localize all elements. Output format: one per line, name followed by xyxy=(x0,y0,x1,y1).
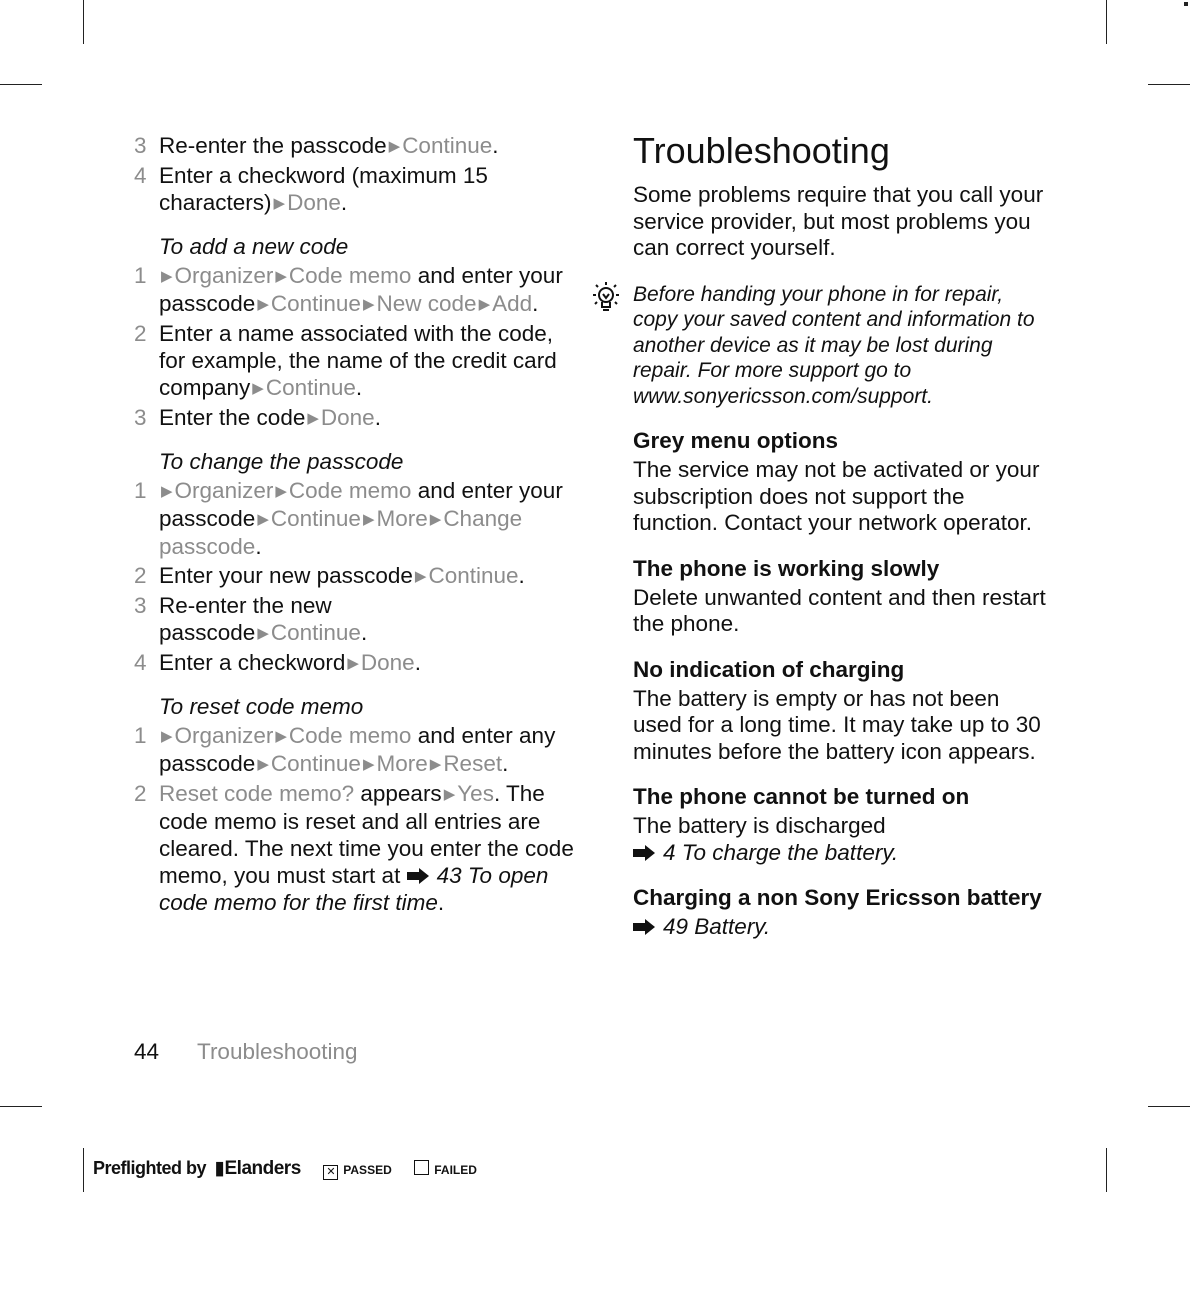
lightbulb-icon xyxy=(589,280,623,314)
intro-text: Some problems require that you call your service provider, but most problems you can correct yourself. xyxy=(633,182,1044,260)
step: 3 Re-enter the new passcode ▶Continue. xyxy=(134,593,368,645)
reference-arrow-icon xyxy=(633,845,655,861)
section-heading: Charging a non Sony Ericsson battery xyxy=(633,885,1042,910)
failed-checkbox xyxy=(414,1160,429,1175)
step: 4 Enter a checkword (maximum 15 characters) ▶Done. xyxy=(134,163,488,215)
step: 4 Enter a checkword ▶Done. xyxy=(134,650,421,675)
cross-reference: 4 To charge the battery. xyxy=(633,840,1053,867)
section-body: The battery is discharged xyxy=(633,813,886,838)
passed-checkbox: ✕ xyxy=(323,1165,338,1180)
step: 3 Enter the code ▶Done. xyxy=(134,405,381,430)
step: 1 ▶Organizer ▶Code memo and enter your passcode ▶Continue ▶More ▶Change passcode. xyxy=(134,478,563,559)
crop-mark xyxy=(1148,84,1190,85)
page-footer xyxy=(134,1039,358,1065)
subheading: To reset code memo xyxy=(159,694,364,719)
crop-mark xyxy=(1148,1106,1190,1107)
section-body: The service may not be activated or your subscription does not support the function. Contact your network operator. xyxy=(633,457,1040,535)
right-column xyxy=(633,130,1053,941)
section-heading: No indication of charging xyxy=(633,656,905,682)
crop-mark xyxy=(0,84,42,85)
cross-reference: 49 Battery. xyxy=(633,914,1053,941)
crop-mark xyxy=(1106,0,1107,44)
step: 2 Reset code memo? appears ▶Yes. The code memo is reset and all entries are cleared. The next time you enter the code memo, you must start at 43 To open code memo for the first time. xyxy=(134,781,574,915)
section-heading: Grey menu options xyxy=(633,428,839,453)
footer-section: Troubleshooting xyxy=(197,1039,358,1064)
step: 2 Enter a name associated with the code, for example, the name of the credit card company ▶Continue. xyxy=(134,321,557,400)
left-column xyxy=(134,132,574,918)
section-heading: The phone cannot be turned on xyxy=(633,784,970,809)
preflight-stamp: Preflighted by ▮Elanders ✕ PASSED FAILED xyxy=(93,1158,477,1179)
crop-dot xyxy=(1184,2,1188,6)
crop-mark xyxy=(0,1106,42,1107)
section-body: Delete unwanted content and then restart the phone. xyxy=(633,584,1046,636)
page-title: Troubleshooting xyxy=(633,130,890,171)
step: 2 Enter your new passcode ▶Continue. xyxy=(134,563,525,588)
subheading: To change the passcode xyxy=(159,449,404,474)
page-number: 44 xyxy=(134,1039,160,1064)
section-body: The battery is empty or has not been used for a long time. It may take up to 30 minutes before the battery icon appears. xyxy=(633,685,1041,764)
crop-mark xyxy=(1106,1148,1107,1192)
elanders-logo: ▮Elanders xyxy=(214,1158,301,1179)
section-heading: The phone is working slowly xyxy=(633,555,940,581)
crop-mark xyxy=(83,1148,84,1192)
crop-mark xyxy=(83,0,84,44)
reference-arrow-icon xyxy=(407,868,429,884)
reference-arrow-icon xyxy=(633,919,655,935)
subheading: To add a new code xyxy=(159,234,349,259)
tip-note: Before handing your phone in for repair, copy your saved content and information to another device as it may be lost during repair. For more support go to www.sonyericsson.com/support. xyxy=(633,282,1053,410)
step: 1 ▶Organizer ▶Code memo and enter any passcode ▶Continue ▶More ▶Reset. xyxy=(134,723,556,776)
step: 3 Re-enter the passcode ▶Continue. xyxy=(134,133,499,158)
step: 1 ▶Organizer ▶Code memo and enter your passcode ▶Continue ▶New code ▶Add. xyxy=(134,263,563,316)
